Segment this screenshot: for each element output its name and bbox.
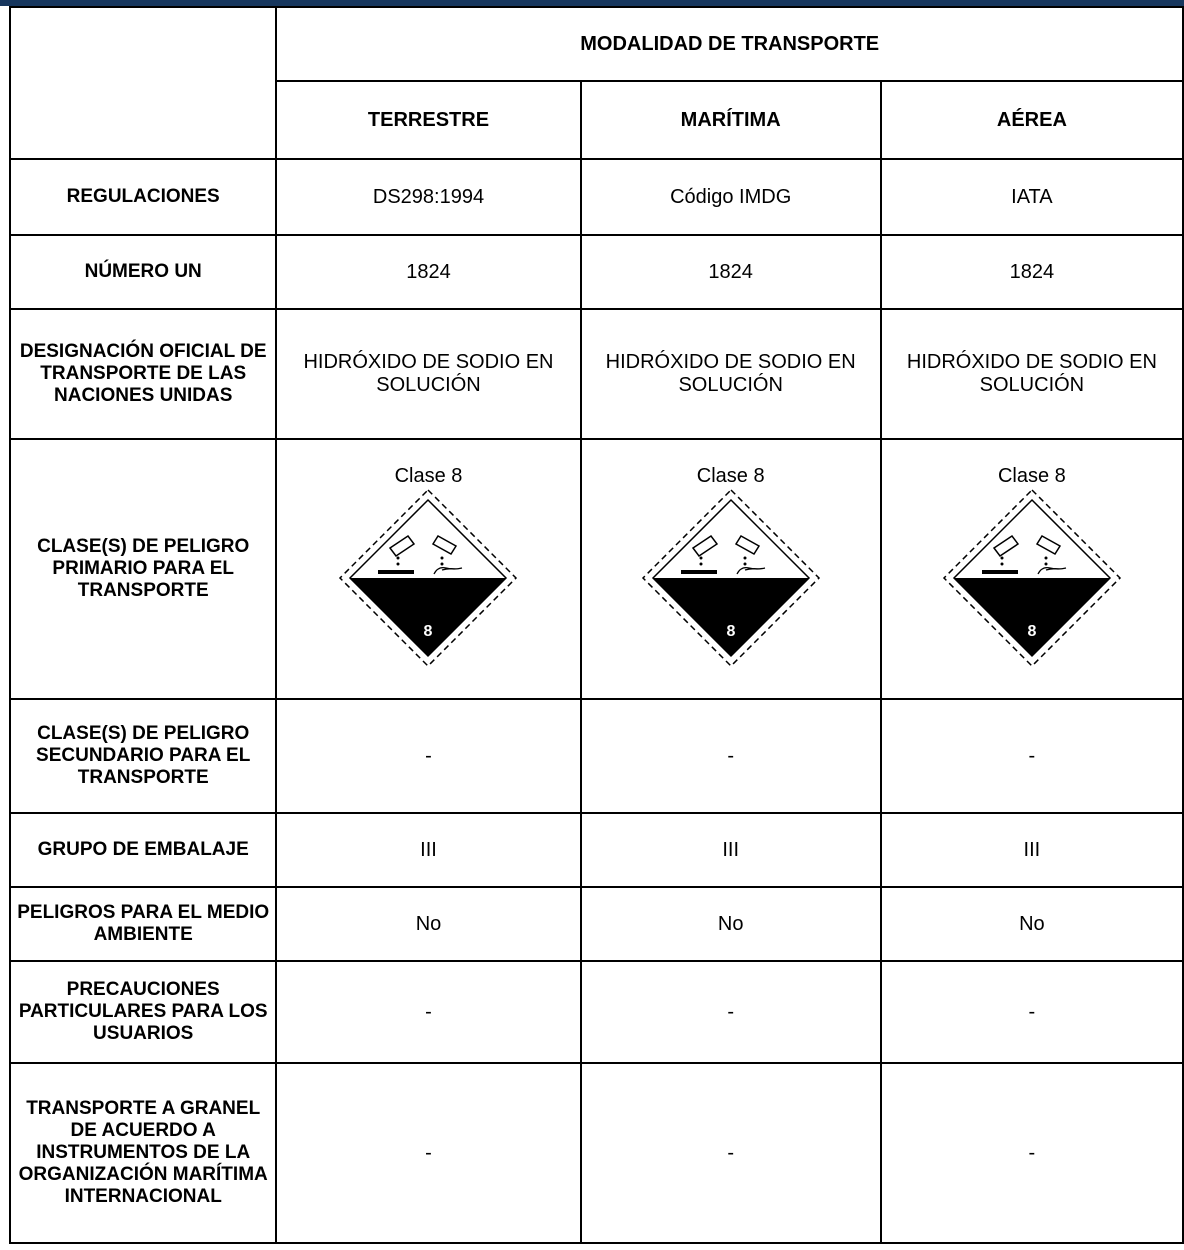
cell-grupo-embalaje-terrestre: III (276, 813, 580, 887)
cell-designacion-aerea: HIDRÓXIDO DE SODIO EN SOLUCIÓN (881, 309, 1183, 439)
transport-info-table (9, 6, 1184, 1244)
cell-clase-primaria-aerea (881, 439, 1183, 699)
row-label-clase-primaria: CLASE(S) DE PELIGRO PRIMARIO PARA EL TRANSPORTE (10, 439, 276, 699)
cell-peligros-ambiente-maritima: No (581, 887, 881, 961)
class-label: Clase 8 (696, 465, 765, 487)
cell-regulaciones-maritima: Código IMDG (581, 159, 881, 235)
cell-grupo-embalaje-maritima: III (581, 813, 881, 887)
cell-clase-primaria-terrestre (276, 439, 580, 699)
cell-numero-un-terrestre: 1824 (276, 235, 580, 309)
corrosive-placard-icon (942, 488, 1122, 668)
mode-aerea: AÉREA (881, 81, 1183, 159)
row-label-grupo-embalaje: GRUPO DE EMBALAJE (10, 813, 276, 887)
cell-peligros-ambiente-terrestre: No (276, 887, 580, 961)
cell-grupo-embalaje-aerea: III (881, 813, 1183, 887)
header-title: MODALIDAD DE TRANSPORTE (276, 7, 1183, 81)
row-label-designacion: DESIGNACIÓN OFICIAL DE TRANSPORTE DE LAS NACIONES UNIDAS (10, 309, 276, 439)
cell-numero-un-maritima: 1824 (581, 235, 881, 309)
cell-precauciones-aerea: - (881, 961, 1183, 1063)
cell-clase-secundaria-maritima: - (581, 699, 881, 813)
cell-designacion-maritima: HIDRÓXIDO DE SODIO EN SOLUCIÓN (581, 309, 881, 439)
row-label-regulaciones: REGULACIONES (10, 159, 276, 235)
class-label: Clase 8 (997, 465, 1066, 487)
cell-precauciones-terrestre: - (276, 961, 580, 1063)
row-label-peligros-ambiente: PELIGROS PARA EL MEDIO AMBIENTE (10, 887, 276, 961)
cell-clase-primaria-maritima (581, 439, 881, 699)
cell-granel-terrestre: - (276, 1063, 580, 1243)
row-label-clase-secundaria: CLASE(S) DE PELIGRO SECUNDARIO PARA EL TRANSPORTE (10, 699, 276, 813)
cell-numero-un-aerea: 1824 (881, 235, 1183, 309)
cell-peligros-ambiente-aerea: No (881, 887, 1183, 961)
cell-clase-secundaria-terrestre: - (276, 699, 580, 813)
class-label: Clase 8 (394, 465, 463, 487)
corrosive-placard-icon (338, 488, 518, 668)
cell-granel-aerea: - (881, 1063, 1183, 1243)
cell-clase-secundaria-aerea: - (881, 699, 1183, 813)
cell-regulaciones-terrestre: DS298:1994 (276, 159, 580, 235)
mode-terrestre: TERRESTRE (276, 81, 580, 159)
cell-designacion-terrestre: HIDRÓXIDO DE SODIO EN SOLUCIÓN (276, 309, 580, 439)
cell-regulaciones-aerea: IATA (881, 159, 1183, 235)
cell-precauciones-maritima: - (581, 961, 881, 1063)
row-label-precauciones: PRECAUCIONES PARTICULARES PARA LOS USUARIOS (10, 961, 276, 1063)
corner-cell (10, 7, 276, 159)
corrosive-placard-icon (641, 488, 821, 668)
mode-maritima: MARÍTIMA (581, 81, 881, 159)
cell-granel-maritima: - (581, 1063, 881, 1243)
row-label-numero-un: NÚMERO UN (10, 235, 276, 309)
row-label-granel: TRANSPORTE A GRANEL DE ACUERDO A INSTRUMENTOS DE LA ORGANIZACIÓN MARÍTIMA INTERNACIONAL (10, 1063, 276, 1243)
